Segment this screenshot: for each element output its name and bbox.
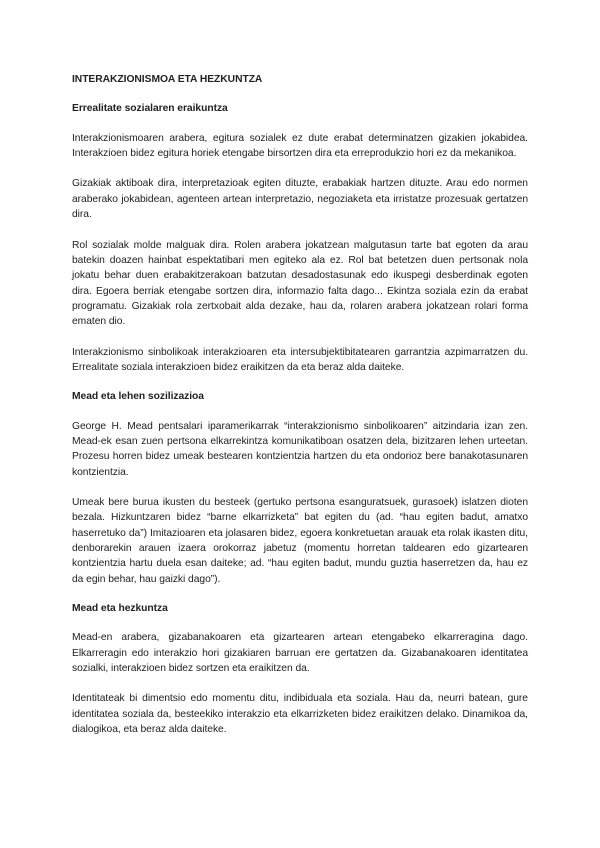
paragraph: Identitateak bi dimentsio edo momentu ditu, indibiduala eta soziala. Hau da, neurri batean, gure identitatea soziala da, besteekiko interakzio eta elkarrizketen bidez eraikitzen delako. Dinamikoa da, dialogikoa, eta beraz alda daiteke.	[72, 693, 528, 735]
document-page	[72, 72, 528, 753]
section-heading: Mead eta lehen sozilizazioa	[72, 391, 204, 403]
section-heading: Mead eta hezkuntza	[72, 602, 168, 614]
section-heading: Errealitate sozialaren eraikuntza	[72, 103, 228, 115]
section-errealitate-soziala	[72, 101, 528, 375]
document-title: INTERAKZIONISMOA ETA HEZKUNTZA	[72, 74, 263, 85]
section-mead-sozializazioa	[72, 389, 528, 587]
paragraph: Interakzionismoaren arabera, egitura sozialek ez dute erabat determinatzen gizakien jokabidea. Interakzioen bidez egitura horiek etengabe birsortzen dira eta erreprodukzio hori ez da mekanikoa.	[72, 132, 528, 159]
paragraph: George H. Mead pentsalari iparamerikarrak “interakzionismo sinbolikoaren” aitzindaria izan zen. Mead-ek esan zuen pertsona elkarrekintza komunikatiboan osatzen dela, bizitzaren lehen urteetan. Prozesu horren bidez umeak bestearen kontzientzia hartzen du eta ondorioz bere banakotasunaren kontzientzia.	[72, 420, 528, 478]
paragraph: Umeak bere burua ikusten du besteek (gertuko pertsona esanguratsuek, gurasoek) islatzen dioten bezala. Hizkuntzaren bidez “barne elkarrizketa” bat egiten du (ad. “hau egiten badut, amatxo haserretuko da”) Imitazioaren eta jolasaren bidez, egoera konkretuetan arauak eta rolak ikasten ditu, denborarekin arauen izaera orokorraz jabetuz (momentu horretan taldearen edo gizartearen kontzientzia hartu duela esan daiteke; ad. “hau egiten badut, mundu guztia haserretzen da, hau ez da egin behar, hau gaizki dago”).	[72, 497, 528, 585]
section-mead-hezkuntza	[72, 601, 528, 737]
paragraph: Gizakiak aktiboak dira, interpretazioak egiten dituzte, erabakiak hartzen dituzte. Arau edo normen araberako jokabidean, agenteen artean interpretazio, negoziaketa eta irristatze prozesuak gertatzen dira.	[72, 178, 528, 221]
paragraph: Interakzionismo sinbolikoak interakzioaren eta intersubjektibitatearen garrantzia azpimarratzen du. Errealitate soziala interakzioen bidez eraikitzen da eta beraz alda daiteke.	[72, 346, 528, 374]
paragraph: Mead-en arabera, gizabanakoaren eta gizartearen artean etengabeko elkarreragina dago. Elkarreragin edo interakzio hori gizakiaren barruan ere gertatzen da. Gizabanakoaren identitatea sozialki, interakzioen bidez sortzen eta eraikitzen da.	[72, 632, 528, 674]
paragraph: Rol sozialak molde malguak dira. Rolen arabera jokatzean malgutasun tarte bat egoten da arau batekin doazen hainbat espektatibari men egiteko ala ez. Rol bat betetzen duen pertsonak nola jokatu behar duen erabakitzerakoan batzutan desadostasunak edo ikuspegi desberdinak egoten dira. Egoera berriak etengabe sortzen dira, informazio falta dago... Ekintza soziala ezin da erabat programatu. Gizakiak rola zertxobait alda dezake, hau da, rolaren arabera jokatzean rolari forma ematen dio.	[72, 239, 528, 328]
